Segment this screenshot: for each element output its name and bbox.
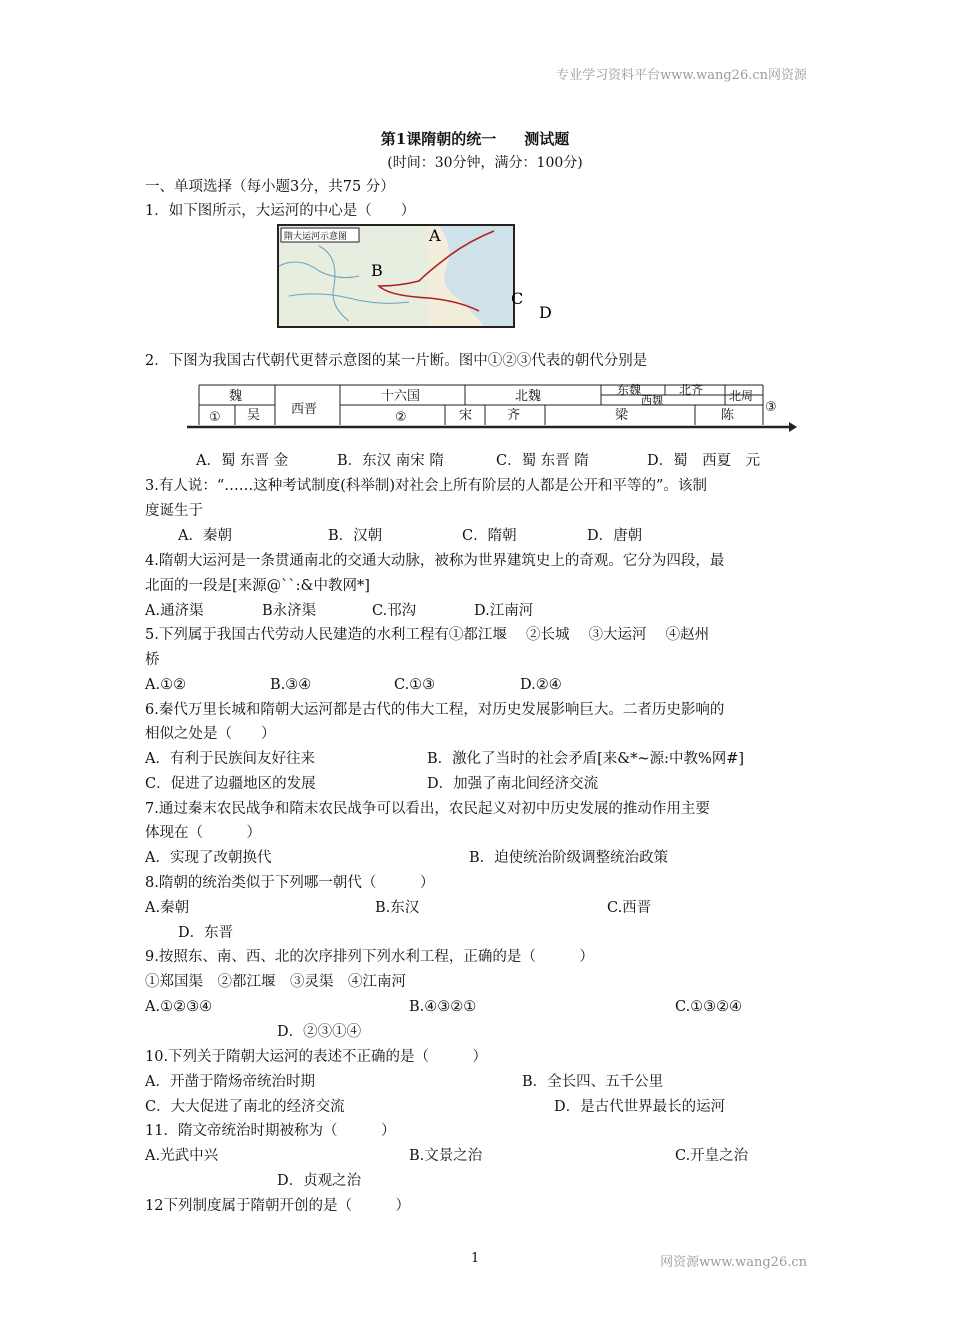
timeline-western-wei: 西魏: [641, 394, 663, 407]
timeline-slot-3: ③: [765, 400, 777, 415]
question-4-line-2: 北面的一段是[来源@``:&中教网*]: [145, 578, 370, 594]
question-6-line-2: 相似之处是（ ）: [145, 726, 276, 742]
q3-option-b: B．汉朝: [328, 528, 383, 544]
q2-option-b: B．东汉 南宋 隋: [337, 453, 444, 469]
q8-option-c: C.西晋: [607, 900, 652, 916]
page-title: [0, 128, 950, 149]
timeline-western-jin: 西晋: [291, 402, 318, 417]
q4-option-a: A.通济渠: [145, 603, 204, 619]
q7-option-b: B．迫使统治阶级调整统治政策: [469, 850, 669, 866]
question-12: 12下列制度属于隋朝开创的是（ ）: [145, 1198, 410, 1214]
question-2: 2．下图为我国古代朝代更替示意图的某一片断。图中①②③代表的朝代分别是: [145, 353, 648, 369]
timeline-northern-qi: 北齐: [679, 383, 704, 397]
q10-option-c: C．大大促进了南北的经济交流: [145, 1099, 345, 1115]
q5-option-b: B.③④: [270, 677, 312, 693]
question-7-line-1: 7.通过秦末农民战争和隋末农民战争可以看出，农民起义对初中历史发展的推动作用主要: [145, 801, 710, 817]
q5-option-c: C.①③: [394, 677, 436, 693]
dynasty-timeline: [185, 381, 797, 433]
q11-option-a: A.光武中兴: [145, 1148, 219, 1164]
exam-time-score: (时间：30分钟，满分：100分): [387, 155, 583, 171]
q11-option-b: B.文景之治: [409, 1148, 483, 1164]
q3-option-c: C．隋朝: [462, 528, 517, 544]
timeline-wei: 魏: [229, 389, 243, 404]
timeline-eastern-wei: 东魏: [617, 383, 642, 397]
q10-option-b: B．全长四、五千公里: [522, 1074, 664, 1090]
question-10: 10.下列关于隋朝大运河的表述不正确的是（ ）: [145, 1049, 488, 1065]
timeline-slot-1: ①: [209, 410, 221, 425]
map-title: 隋大运河示意图: [284, 232, 348, 242]
timeline-chen: 陈: [721, 408, 735, 423]
page-footer-source: 网资源www.wang26.cn: [660, 1255, 807, 1270]
timeline-northern-zhou: 北周: [729, 389, 754, 403]
timeline-qi: 齐: [507, 408, 521, 423]
q4-option-c: C.邗沟: [372, 603, 417, 619]
q6-option-d: D．加强了南北间经济交流: [427, 776, 599, 792]
q8-option-b: B.东汉: [375, 900, 420, 916]
q7-option-a: A．实现了改朝换代: [145, 850, 272, 866]
question-7-line-2: 体现在（ ）: [145, 825, 261, 841]
q5-option-a: A.①②: [145, 677, 187, 693]
page-number: 1: [471, 1251, 480, 1266]
question-5-line-1: 5.下列属于我国古代劳动人民建造的水利工程有①都江堰 ②长城 ③大运河 ④赵州: [145, 627, 710, 643]
q2-option-d: D．蜀 西夏 元: [647, 453, 761, 469]
q6-option-c: C．促进了边疆地区的发展: [145, 776, 316, 792]
question-9-line-2: ①郑国渠 ②都江堰 ③灵渠 ④江南河: [145, 974, 406, 990]
q9-option-d: D．②③①④: [277, 1024, 362, 1040]
title-sub: 测试题: [524, 130, 570, 148]
q10-option-d: D．是古代世界最长的运河: [554, 1099, 726, 1115]
q6-option-b: B．激化了当时的社会矛盾[来&*~源:中教%网#]: [427, 751, 745, 767]
timeline-liang: 梁: [615, 408, 629, 423]
q9-option-a: A.①②③④: [145, 999, 213, 1015]
q3-option-a: A．秦朝: [178, 528, 232, 544]
page-header-source: 专业学习资料平台www.wang26.cn网资源: [556, 68, 807, 83]
q8-option-d: D．东晋: [178, 925, 234, 941]
question-5-line-2: 桥: [145, 652, 160, 668]
question-3-line-1: 3.有人说：“……这种考试制度(科举制)对社会上所有阶层的人都是公开和平等的”。该制: [145, 478, 707, 494]
q4-option-b: B永济渠: [262, 603, 317, 619]
timeline-song: 宋: [459, 408, 473, 423]
grand-canal-map: [277, 224, 552, 328]
map-label-d: D: [539, 303, 552, 322]
question-8: 8.隋朝的统治类似于下列哪一朝代（ ）: [145, 875, 435, 891]
question-3-line-2: 度诞生于: [145, 503, 203, 519]
q9-option-c: C.①③②④: [675, 999, 743, 1015]
q11-option-d: D．贞观之治: [277, 1173, 362, 1189]
timeline-northern-wei: 北魏: [515, 389, 542, 404]
q2-option-a: A．蜀 东晋 金: [196, 453, 289, 469]
section-heading: 一、单项选择（每小题3分，共75 分）: [145, 179, 395, 195]
map-label-a: A: [429, 226, 441, 245]
timeline-wu: 吴: [247, 408, 261, 423]
q4-option-d: D.江南河: [474, 603, 534, 619]
q6-option-a: A．有利于民族间友好往来: [145, 751, 315, 767]
q9-option-b: B.④③②①: [409, 999, 477, 1015]
question-11: 11．隋文帝统治时期被称为（ ）: [145, 1123, 396, 1139]
q11-option-c: C.开皇之治: [675, 1148, 749, 1164]
q5-option-d: D.②④: [520, 677, 562, 693]
timeline-slot-2: ②: [395, 410, 407, 425]
question-9-line-1: 9.按照东、南、西、北的次序排列下列水利工程，正确的是（ ）: [145, 949, 594, 965]
title-main: 第1课隋朝的统一: [380, 130, 497, 148]
map-label-c: C: [511, 289, 524, 308]
q3-option-d: D．唐朝: [587, 528, 643, 544]
q2-option-c: C．蜀 东晋 隋: [496, 453, 589, 469]
timeline-sixteen-kingdoms: 十六国: [381, 389, 421, 404]
map-label-b: B: [371, 261, 383, 280]
q10-option-a: A．开凿于隋炀帝统治时期: [145, 1074, 315, 1090]
q8-option-a: A.秦朝: [145, 900, 190, 916]
question-1: 1．如下图所示，大运河的中心是（ ）: [145, 203, 416, 219]
question-6-line-1: 6.秦代万里长城和隋朝大运河都是古代的伟大工程，对历史发展影响巨大。二者历史影响的: [145, 702, 725, 718]
question-4-line-1: 4.隋朝大运河是一条贯通南北的交通大动脉，被称为世界建筑史上的奇观。它分为四段，最: [145, 553, 725, 569]
